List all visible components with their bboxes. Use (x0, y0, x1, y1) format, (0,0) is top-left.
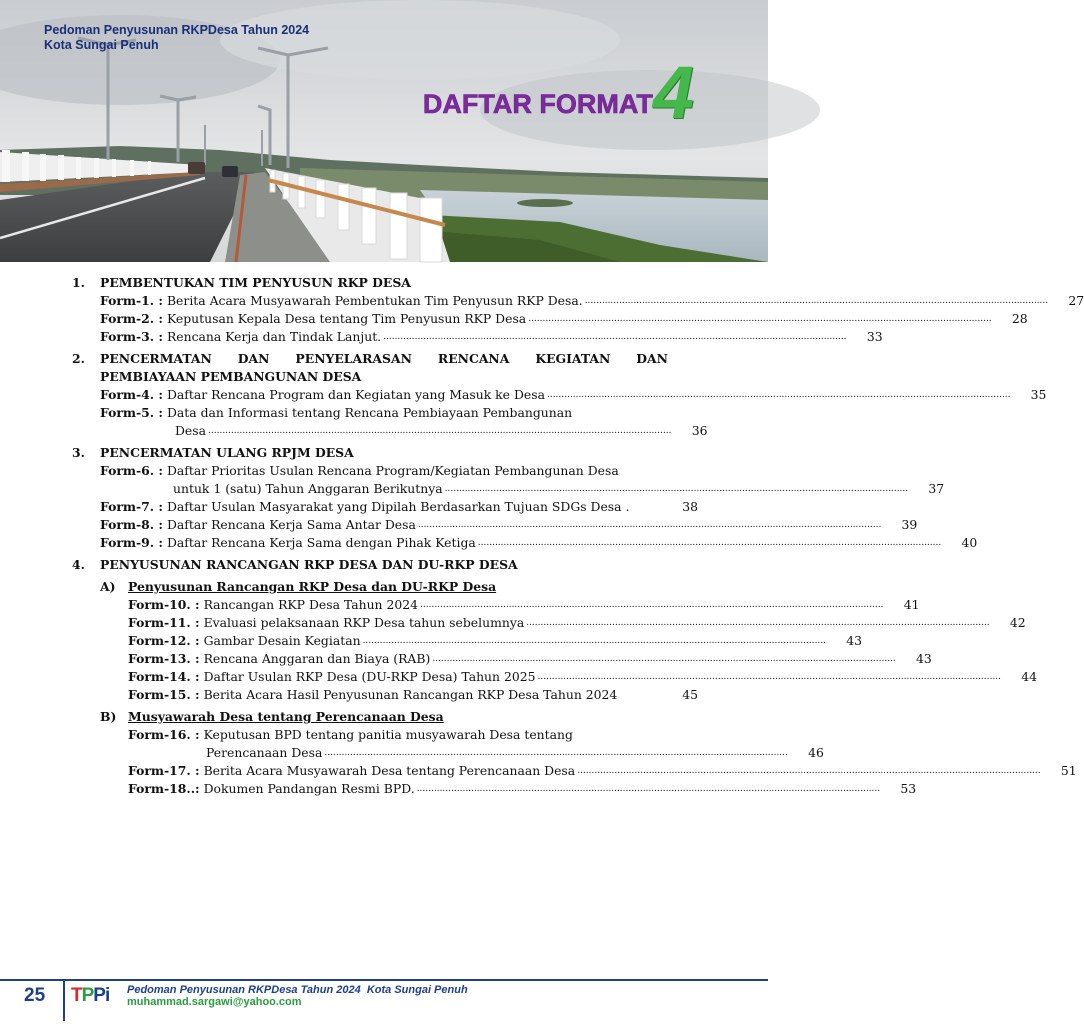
toc-entry[interactable]: Form-18..: Dokumen Pandangan Resmi BPD. .................................................................................................................................................................. 53 (128, 781, 917, 796)
page-number: 33 (866, 329, 883, 344)
subsection-title: Musyawarah Desa tentang Perencanaan Desa (128, 709, 444, 724)
form-label: Form-18..: (128, 781, 200, 796)
page-number: 27 (1068, 293, 1084, 308)
section-number: 2. (72, 351, 85, 366)
section-heading (72, 556, 698, 574)
form-title: Rancangan RKP Desa Tahun 2024 (203, 597, 419, 612)
footer-document-title: Pedoman Penyusunan RKPDesa Tahun 2024 Kota Sungai Penuh (127, 984, 468, 996)
section-title: PENCERMATAN ULANG RPJM DESA (100, 445, 354, 460)
page-number: 53 (900, 781, 917, 796)
form-title: Daftar Prioritas Usulan Rencana Program/Kegiatan Pembangunan Desa (166, 463, 619, 478)
page-number: 43 (846, 633, 863, 648)
toc-entry[interactable]: Form-14. : Daftar Usulan RKP Desa (DU-RKP Desa) Tahun 2025 .................................................................................................................................................................. 44 (128, 669, 1037, 684)
form-title: Data dan Informasi tentang Rencana Pembiayaan Pembangunan (166, 405, 573, 420)
form-label: Form-9. : (100, 535, 163, 550)
chapter-title-text: DAFTAR FORMAT (422, 89, 653, 119)
header-line-2: Kota Sungai Penuh (44, 38, 159, 52)
section-title: PEMBENTUKAN TIM PENYUSUN RKP DESA (100, 275, 411, 290)
form-title: Berita Acara Musyawarah Desa tentang Perencanaan Desa (203, 763, 576, 778)
form-label: Form-15. : (128, 687, 200, 702)
form-label: Form-4. : (100, 387, 163, 402)
page-number: 28 (1011, 311, 1028, 326)
subsection-letter: B) (100, 709, 117, 724)
form-label: Form-12. : (128, 633, 200, 648)
footer-text (127, 984, 468, 1008)
toc-entry[interactable]: Form-17. : Berita Acara Musyawarah Desa tentang Perencanaan Desa .................................................................................................................................................................. 51 (128, 763, 1077, 778)
form-title: Keputusan BPD tentang panitia musyawarah Desa tentang (203, 727, 573, 742)
page-number: 36 (691, 423, 708, 438)
page-number: 42 (1009, 615, 1026, 630)
page-number: 39 (901, 517, 918, 532)
page-number: 37 (928, 481, 945, 496)
toc-entry[interactable] (72, 726, 698, 744)
page-number: 44 (1021, 669, 1037, 684)
page-number: 40 (961, 535, 978, 550)
subsection-letter: A) (100, 579, 116, 594)
page-number: 35 (1030, 387, 1047, 402)
tppi-logo: TPPi (71, 985, 110, 1006)
toc-entry[interactable]: Form-4. : Daftar Rencana Program dan Kegiatan yang Masuk ke Desa .................................................................................................................................................................. 35 (100, 387, 1047, 402)
form-label: Form-8. : (100, 517, 163, 532)
form-title: Daftar Rencana Kerja Sama Antar Desa (166, 517, 416, 532)
form-label: Form-5. : (100, 405, 163, 420)
form-label: Form-1. : (100, 293, 163, 308)
toc-entry[interactable] (72, 686, 698, 704)
toc-entry[interactable]: Form-3. : Rencana Kerja dan Tindak Lanjut. .................................................................................................................................................................. 33 (100, 329, 883, 344)
toc-entry[interactable] (72, 498, 698, 516)
form-title: Keputusan Kepala Desa tentang Tim Penyusun RKP Desa (166, 311, 527, 326)
toc-entry[interactable]: Form-11. : Evaluasi pelaksanaan RKP Desa tahun sebelumnya .................................................................................................................................................................. 42 (128, 615, 1026, 630)
subsection-heading (72, 578, 698, 596)
section-heading (72, 350, 698, 368)
form-title: Daftar Usulan RKP Desa (DU-RKP Desa) Tahun 2025 (203, 669, 536, 684)
section-title-line-1: PENCERMATAN DAN PENYELARASAN RENCANA KEGIATAN DAN (100, 351, 668, 366)
toc-entry-continued[interactable]: untuk 1 (satu) Tahun Anggaran Berikutnya .................................................................................................................................................................. 37 (173, 481, 945, 496)
header-line-1: Pedoman Penyusunan RKPDesa Tahun 2024 (44, 23, 310, 37)
section-title: PENYUSUNAN RANCANGAN RKP DESA DAN DU-RKP DESA (100, 557, 518, 572)
footer-email: muhammad.sargawi@yahoo.com (127, 996, 302, 1008)
form-label: Form-10. : (128, 597, 200, 612)
form-label: Form-3. : (100, 329, 163, 344)
footer-vertical-divider (63, 981, 65, 1021)
section-number: 1. (72, 275, 85, 290)
form-title: Daftar Rencana Program dan Kegiatan yang Masuk ke Desa (166, 387, 545, 402)
footer-page-number: 25 (24, 985, 46, 1006)
toc-entry[interactable]: Form-10. : Rancangan RKP Desa Tahun 2024 .................................................................................................................................................................. 41 (128, 597, 920, 612)
toc-entry-continued[interactable]: Desa .................................................................................................................................................................. 36 (175, 423, 708, 438)
form-label: Form-7. : (100, 499, 163, 514)
toc-entry[interactable]: Form-8. : Daftar Rencana Kerja Sama Antar Desa .................................................................................................................................................................. 39 (100, 517, 918, 532)
footer-divider (0, 979, 768, 981)
toc-entry-continued[interactable]: Perencanaan Desa .................................................................................................................................................................. 46 (206, 745, 824, 760)
chapter-number: 4 (652, 51, 694, 134)
form-label: Form-6. : (100, 463, 163, 478)
page-number: 46 (808, 745, 824, 760)
section-number: 3. (72, 445, 85, 460)
section-heading-continued (72, 368, 698, 386)
section-title-line-2: PEMBIAYAAN PEMBANGUNAN DESA (100, 369, 362, 384)
toc-entry[interactable]: Form-12. : Gambar Desain Kegiatan .................................................................................................................................................................. 43 (128, 633, 863, 648)
form-title-continued: Perencanaan Desa (206, 745, 323, 760)
form-title-continued: untuk 1 (satu) Tahun Anggaran Berikutnya (173, 481, 443, 496)
form-title: Rencana Kerja dan Tindak Lanjut. (166, 329, 382, 344)
form-label: Form-13. : (128, 651, 200, 666)
form-title: Dokumen Pandangan Resmi BPD. (203, 781, 415, 796)
subsection-heading (72, 708, 698, 726)
page-number: 38 (682, 499, 698, 514)
form-label: Form-14. : (128, 669, 200, 684)
form-label: Form-17. : (128, 763, 200, 778)
toc-entry[interactable]: Form-13. : Rencana Anggaran dan Biaya (RAB) .................................................................................................................................................................. 43 (128, 651, 932, 666)
toc-entry[interactable]: Form-9. : Daftar Rencana Kerja Sama dengan Pihak Ketiga .................................................................................................................................................................. 40 (100, 535, 978, 550)
section-heading (72, 444, 698, 462)
subsection-title: Penyusunan Rancangan RKP Desa dan DU-RKP Desa (128, 579, 497, 594)
page-number: 45 (682, 687, 698, 702)
toc-entry[interactable]: Form-1. : Berita Acara Musyawarah Pembentukan Tim Penyusun RKP Desa. .................................................................................................................................................................. 27 (100, 293, 1084, 308)
form-label: Form-16. : (128, 727, 200, 742)
form-title: Daftar Usulan Masyarakat yang Dipilah Berdasarkan Tujuan SDGs Desa . (166, 499, 630, 514)
header-document-title (44, 23, 309, 53)
chapter-title (422, 51, 694, 134)
form-label: Form-2. : (100, 311, 163, 326)
page-number: 41 (903, 597, 920, 612)
form-title: Berita Acara Musyawarah Pembentukan Tim Penyusun RKP Desa. (166, 293, 583, 308)
form-title: Evaluasi pelaksanaan RKP Desa tahun sebelumnya (203, 615, 525, 630)
form-label: Form-11. : (128, 615, 200, 630)
form-title: Gambar Desain Kegiatan (203, 633, 361, 648)
section-heading (72, 274, 698, 292)
toc-entry[interactable] (72, 404, 698, 422)
toc-entry[interactable]: Form-2. : Keputusan Kepala Desa tentang Tim Penyusun RKP Desa .................................................................................................................................................................. 28 (100, 311, 1028, 326)
page-number: 43 (916, 651, 932, 666)
form-title: Daftar Rencana Kerja Sama dengan Pihak Ketiga (166, 535, 476, 550)
header-photo (0, 0, 768, 262)
table-of-contents (72, 270, 1084, 798)
form-title-continued: Desa (175, 423, 207, 438)
form-title: Rencana Anggaran dan Biaya (RAB) (203, 651, 431, 666)
form-title: Berita Acara Hasil Penyusunan Rancangan RKP Desa Tahun 2024 (203, 687, 618, 702)
page-number: 51 (1060, 763, 1077, 778)
section-number: 4. (72, 557, 85, 572)
toc-entry[interactable] (72, 462, 698, 480)
